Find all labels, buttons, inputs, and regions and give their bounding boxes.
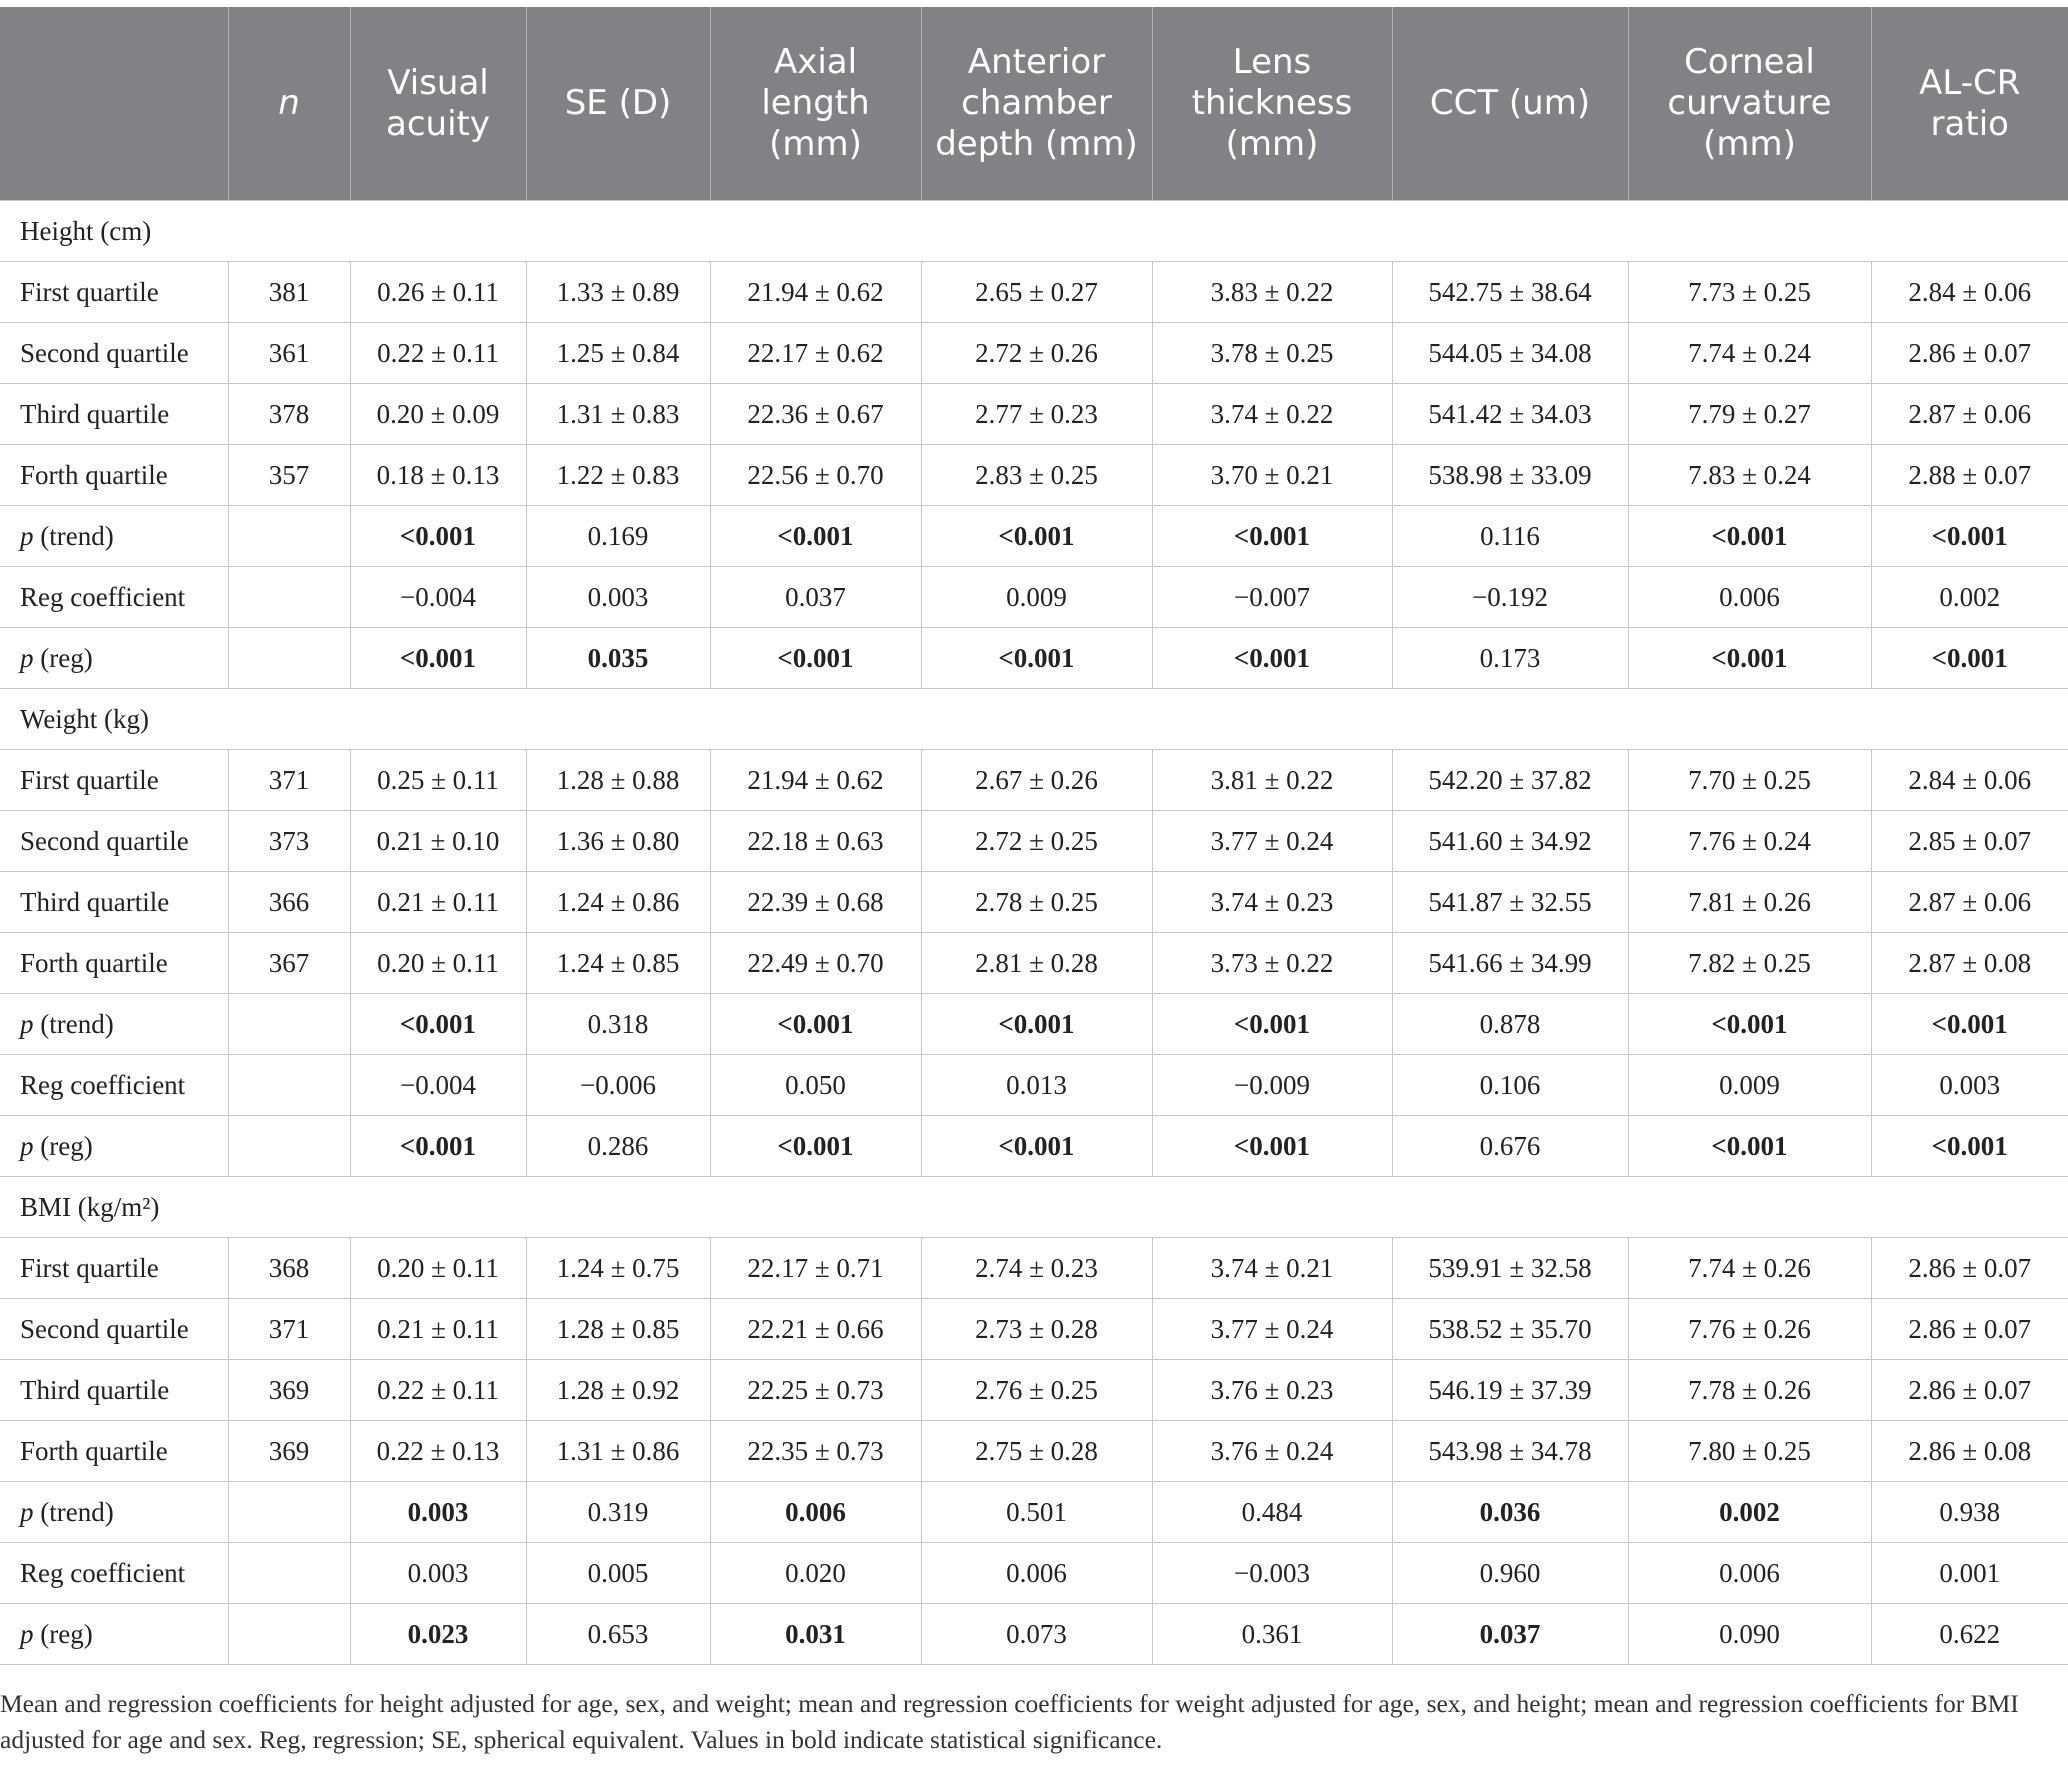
table-cell: 0.20 ± 0.11 [350, 933, 526, 994]
table-cell: <0.001 [921, 506, 1152, 567]
row-label: Reg coefficient [0, 1543, 228, 1604]
table-cell: −0.192 [1392, 567, 1628, 628]
row-label [0, 1116, 228, 1177]
table-cell: <0.001 [1871, 1116, 2068, 1177]
row-label-text: (trend) [33, 1496, 114, 1527]
table-cell: <0.001 [710, 628, 921, 689]
table-cell: <0.001 [1628, 628, 1871, 689]
table-cell: 541.42 ± 34.03 [1392, 384, 1628, 445]
table-cell: <0.001 [710, 506, 921, 567]
row-label: Third quartile [0, 1360, 228, 1421]
table-cell: 21.94 ± 0.62 [710, 750, 921, 811]
table-cell: 2.86 ± 0.07 [1871, 323, 2068, 384]
row-label: Third quartile [0, 872, 228, 933]
table-cell: 22.36 ± 0.67 [710, 384, 921, 445]
table-cell: <0.001 [921, 1116, 1152, 1177]
table-cell: 3.74 ± 0.22 [1152, 384, 1392, 445]
table-cell: 0.116 [1392, 506, 1628, 567]
table-cell: 0.002 [1628, 1482, 1871, 1543]
table-cell [228, 1482, 350, 1543]
row-label-text: (trend) [33, 520, 114, 551]
table-cell: 0.013 [921, 1055, 1152, 1116]
table-cell: 1.24 ± 0.86 [526, 872, 710, 933]
row-label-text: (reg) [33, 642, 93, 673]
table-row [0, 933, 2068, 994]
row-label: Forth quartile [0, 445, 228, 506]
table-cell: 366 [228, 872, 350, 933]
column-header: AL-CR ratio [1871, 7, 2068, 201]
row-label: Second quartile [0, 323, 228, 384]
table-cell: 0.938 [1871, 1482, 2068, 1543]
table-cell: <0.001 [710, 1116, 921, 1177]
table-cell: 3.77 ± 0.24 [1152, 1299, 1392, 1360]
table-cell: <0.001 [1152, 994, 1392, 1055]
table-cell: <0.001 [921, 628, 1152, 689]
table-cell: 0.005 [526, 1543, 710, 1604]
table-cell: 1.28 ± 0.88 [526, 750, 710, 811]
table-row [0, 750, 2068, 811]
section-title: Weight (kg) [0, 689, 2068, 750]
table-cell: 378 [228, 384, 350, 445]
table-cell: <0.001 [1152, 628, 1392, 689]
header-cell-blank [0, 7, 228, 201]
column-header: n [228, 7, 350, 201]
table-row [0, 1482, 2068, 1543]
table-cell: 2.85 ± 0.07 [1871, 811, 2068, 872]
section-title: BMI (kg/m²) [0, 1177, 2068, 1238]
table-cell: 2.87 ± 0.08 [1871, 933, 2068, 994]
table-row [0, 1604, 2068, 1665]
table-row [0, 1421, 2068, 1482]
table-cell: 22.39 ± 0.68 [710, 872, 921, 933]
table-cell: 0.18 ± 0.13 [350, 445, 526, 506]
table-cell: 0.020 [710, 1543, 921, 1604]
table-cell: 2.87 ± 0.06 [1871, 384, 2068, 445]
table-cell: 0.26 ± 0.11 [350, 262, 526, 323]
table-cell: 1.31 ± 0.83 [526, 384, 710, 445]
row-label: First quartile [0, 750, 228, 811]
table-cell: 542.75 ± 38.64 [1392, 262, 1628, 323]
table-cell: 0.031 [710, 1604, 921, 1665]
table-cell: 2.65 ± 0.27 [921, 262, 1152, 323]
table-row [0, 567, 2068, 628]
row-label: Second quartile [0, 811, 228, 872]
table-cell: 0.006 [1628, 1543, 1871, 1604]
table-cell: <0.001 [1152, 506, 1392, 567]
table-cell: 0.006 [710, 1482, 921, 1543]
row-label [0, 628, 228, 689]
table-cell: 0.050 [710, 1055, 921, 1116]
table-cell: 0.22 ± 0.11 [350, 1360, 526, 1421]
table-cell: <0.001 [1871, 506, 2068, 567]
table-cell: <0.001 [350, 506, 526, 567]
table-cell: <0.001 [350, 1116, 526, 1177]
table-cell: 371 [228, 1299, 350, 1360]
table-cell: 7.83 ± 0.24 [1628, 445, 1871, 506]
row-label: Reg coefficient [0, 1055, 228, 1116]
table-cell: 0.009 [1628, 1055, 1871, 1116]
table-cell: 0.023 [350, 1604, 526, 1665]
table-row [0, 1238, 2068, 1299]
table-cell: 0.090 [1628, 1604, 1871, 1665]
table-cell: 0.319 [526, 1482, 710, 1543]
table-cell: 2.86 ± 0.08 [1871, 1421, 2068, 1482]
table-cell: 0.009 [921, 567, 1152, 628]
table-cell: 2.67 ± 0.26 [921, 750, 1152, 811]
row-label-text: (trend) [33, 1008, 114, 1039]
table-cell: 0.22 ± 0.13 [350, 1421, 526, 1482]
table-cell: 22.18 ± 0.63 [710, 811, 921, 872]
table-cell: 373 [228, 811, 350, 872]
table-cell: −0.009 [1152, 1055, 1392, 1116]
table-cell: 2.86 ± 0.07 [1871, 1299, 2068, 1360]
table-row [0, 506, 2068, 567]
table-cell: 2.72 ± 0.25 [921, 811, 1152, 872]
table-cell: 0.006 [1628, 567, 1871, 628]
table-cell: 541.66 ± 34.99 [1392, 933, 1628, 994]
table-cell: 0.501 [921, 1482, 1152, 1543]
p-symbol: p [20, 1008, 34, 1039]
table-cell: 2.77 ± 0.23 [921, 384, 1152, 445]
table-cell [228, 1604, 350, 1665]
table-cell: 7.73 ± 0.25 [1628, 262, 1871, 323]
p-symbol: p [20, 642, 34, 673]
row-label: Reg coefficient [0, 567, 228, 628]
table-cell: 0.361 [1152, 1604, 1392, 1665]
section-row [0, 689, 2068, 750]
table-cell: 22.17 ± 0.62 [710, 323, 921, 384]
row-label [0, 506, 228, 567]
section-row [0, 1177, 2068, 1238]
table-cell: 3.76 ± 0.23 [1152, 1360, 1392, 1421]
table-cell: 2.84 ± 0.06 [1871, 750, 2068, 811]
table-cell: <0.001 [350, 628, 526, 689]
table-cell: <0.001 [710, 994, 921, 1055]
table-row [0, 1360, 2068, 1421]
table-row [0, 445, 2068, 506]
row-label [0, 1604, 228, 1665]
row-label: Second quartile [0, 1299, 228, 1360]
table-cell: −0.006 [526, 1055, 710, 1116]
column-header: Corneal curvature (mm) [1628, 7, 1871, 201]
table-cell: 0.22 ± 0.11 [350, 323, 526, 384]
table-cell: 2.76 ± 0.25 [921, 1360, 1152, 1421]
table-cell: 0.20 ± 0.11 [350, 1238, 526, 1299]
table-row [0, 811, 2068, 872]
p-symbol: p [20, 520, 34, 551]
table-cell: 0.037 [1392, 1604, 1628, 1665]
table-cell: <0.001 [1152, 1116, 1392, 1177]
table-cell: 0.286 [526, 1116, 710, 1177]
table-cell: 2.73 ± 0.28 [921, 1299, 1152, 1360]
table-row [0, 1543, 2068, 1604]
table-cell: <0.001 [1871, 994, 2068, 1055]
table-cell: −0.004 [350, 1055, 526, 1116]
table-cell: 7.81 ± 0.26 [1628, 872, 1871, 933]
table-cell: 1.28 ± 0.85 [526, 1299, 710, 1360]
section-row [0, 201, 2068, 262]
p-symbol: p [20, 1618, 34, 1649]
row-label: First quartile [0, 262, 228, 323]
column-header: CCT (um) [1392, 7, 1628, 201]
table-cell: 0.653 [526, 1604, 710, 1665]
table-cell: 1.33 ± 0.89 [526, 262, 710, 323]
table-cell: 0.003 [350, 1482, 526, 1543]
table-cell: <0.001 [1628, 994, 1871, 1055]
column-header: Visual acuity [350, 7, 526, 201]
table-cell: 3.83 ± 0.22 [1152, 262, 1392, 323]
table-cell: 361 [228, 323, 350, 384]
section-title: Height (cm) [0, 201, 2068, 262]
table-row [0, 628, 2068, 689]
column-header: Axial length (mm) [710, 7, 921, 201]
table-cell [228, 506, 350, 567]
table-cell: 0.003 [350, 1543, 526, 1604]
table-cell: 3.76 ± 0.24 [1152, 1421, 1392, 1482]
table-row [0, 1299, 2068, 1360]
table-cell: 1.22 ± 0.83 [526, 445, 710, 506]
table-cell: 0.878 [1392, 994, 1628, 1055]
table-cell: 7.80 ± 0.25 [1628, 1421, 1871, 1482]
table-cell [228, 1543, 350, 1604]
table-cell: 1.24 ± 0.75 [526, 1238, 710, 1299]
table-cell: 22.17 ± 0.71 [710, 1238, 921, 1299]
table-cell: 369 [228, 1421, 350, 1482]
table-cell: 7.82 ± 0.25 [1628, 933, 1871, 994]
header-row [0, 7, 2068, 201]
row-label-text: (reg) [33, 1618, 93, 1649]
table-cell: 0.676 [1392, 1116, 1628, 1177]
table-cell: 0.106 [1392, 1055, 1628, 1116]
table-cell: 7.78 ± 0.26 [1628, 1360, 1871, 1421]
table-cell: −0.004 [350, 567, 526, 628]
table-cell: 546.19 ± 37.39 [1392, 1360, 1628, 1421]
table-cell: 544.05 ± 34.08 [1392, 323, 1628, 384]
table-row [0, 872, 2068, 933]
table-cell: <0.001 [350, 994, 526, 1055]
table-cell: 0.21 ± 0.10 [350, 811, 526, 872]
row-label [0, 1482, 228, 1543]
row-label: Third quartile [0, 384, 228, 445]
table-row [0, 1116, 2068, 1177]
table-cell: <0.001 [921, 994, 1152, 1055]
table-cell: 22.56 ± 0.70 [710, 445, 921, 506]
table-cell: 7.76 ± 0.24 [1628, 811, 1871, 872]
table-cell: 541.87 ± 32.55 [1392, 872, 1628, 933]
table-cell: 21.94 ± 0.62 [710, 262, 921, 323]
row-label [0, 994, 228, 1055]
table-cell: <0.001 [1628, 506, 1871, 567]
table-cell: 7.79 ± 0.27 [1628, 384, 1871, 445]
table-cell: 539.91 ± 32.58 [1392, 1238, 1628, 1299]
table-cell: 0.173 [1392, 628, 1628, 689]
table-cell [228, 1116, 350, 1177]
table-cell: 1.24 ± 0.85 [526, 933, 710, 994]
row-label: First quartile [0, 1238, 228, 1299]
table-cell: 3.73 ± 0.22 [1152, 933, 1392, 994]
table-cell: 381 [228, 262, 350, 323]
table-cell: 367 [228, 933, 350, 994]
table-cell: 7.74 ± 0.24 [1628, 323, 1871, 384]
table-cell: 2.84 ± 0.06 [1871, 262, 2068, 323]
table-cell: 0.20 ± 0.09 [350, 384, 526, 445]
table-cell: 0.037 [710, 567, 921, 628]
table-cell: 0.25 ± 0.11 [350, 750, 526, 811]
table-cell: 2.78 ± 0.25 [921, 872, 1152, 933]
table-cell: 2.75 ± 0.28 [921, 1421, 1152, 1482]
column-header: Lens thickness (mm) [1152, 7, 1392, 201]
table-cell: 538.52 ± 35.70 [1392, 1299, 1628, 1360]
table-cell: 1.36 ± 0.80 [526, 811, 710, 872]
table-cell: 3.78 ± 0.25 [1152, 323, 1392, 384]
table-cell [228, 994, 350, 1055]
table-cell: 0.006 [921, 1543, 1152, 1604]
table-cell: 357 [228, 445, 350, 506]
table-cell: <0.001 [1628, 1116, 1871, 1177]
table-cell [228, 1055, 350, 1116]
table-cell: 2.86 ± 0.07 [1871, 1238, 2068, 1299]
table-cell [228, 567, 350, 628]
row-label: Forth quartile [0, 1421, 228, 1482]
table-cell [228, 628, 350, 689]
table-cell: 1.31 ± 0.86 [526, 1421, 710, 1482]
table-row [0, 384, 2068, 445]
table-cell: 369 [228, 1360, 350, 1421]
table-cell: 22.35 ± 0.73 [710, 1421, 921, 1482]
table-cell: 542.20 ± 37.82 [1392, 750, 1628, 811]
table-cell: 3.77 ± 0.24 [1152, 811, 1392, 872]
column-header: SE (D) [526, 7, 710, 201]
table-cell: 7.74 ± 0.26 [1628, 1238, 1871, 1299]
table-cell: 0.001 [1871, 1543, 2068, 1604]
table-row [0, 323, 2068, 384]
table-cell: 371 [228, 750, 350, 811]
table-cell: 2.83 ± 0.25 [921, 445, 1152, 506]
table-cell: 3.74 ± 0.23 [1152, 872, 1392, 933]
table-cell: 1.28 ± 0.92 [526, 1360, 710, 1421]
table-cell: 0.003 [1871, 1055, 2068, 1116]
table-cell: 2.86 ± 0.07 [1871, 1360, 2068, 1421]
table-cell: 22.25 ± 0.73 [710, 1360, 921, 1421]
table-cell: 541.60 ± 34.92 [1392, 811, 1628, 872]
row-label-text: (reg) [33, 1130, 93, 1161]
table-cell: 0.036 [1392, 1482, 1628, 1543]
table-row [0, 1055, 2068, 1116]
table-cell: −0.007 [1152, 567, 1392, 628]
table-cell: <0.001 [1871, 628, 2068, 689]
table-row [0, 262, 2068, 323]
table-cell: 22.21 ± 0.66 [710, 1299, 921, 1360]
table-body [0, 201, 2068, 1665]
table-cell: −0.003 [1152, 1543, 1392, 1604]
table-cell: 0.003 [526, 567, 710, 628]
table-cell: 3.70 ± 0.21 [1152, 445, 1392, 506]
table-cell: 538.98 ± 33.09 [1392, 445, 1628, 506]
table-footnote: Mean and regression coefficients for height adjusted for age, sex, and weight; mean and regression coefficients for weight adjusted for age, sex, and height; mean and regression coefficients for BMI adjusted for age and sex. Reg, regression; SE, spherical equivalent. Values in bold indicate statistical significance. [0, 1689, 2019, 1754]
table-cell: 0.21 ± 0.11 [350, 872, 526, 933]
table-cell: 22.49 ± 0.70 [710, 933, 921, 994]
results-table [0, 7, 2068, 1665]
table-cell: 0.960 [1392, 1543, 1628, 1604]
table-cell: 7.76 ± 0.26 [1628, 1299, 1871, 1360]
table-cell: 1.25 ± 0.84 [526, 323, 710, 384]
table-cell: 2.88 ± 0.07 [1871, 445, 2068, 506]
table-cell: 2.74 ± 0.23 [921, 1238, 1152, 1299]
table-cell: 2.72 ± 0.26 [921, 323, 1152, 384]
table-cell: 0.21 ± 0.11 [350, 1299, 526, 1360]
table-cell: 3.81 ± 0.22 [1152, 750, 1392, 811]
table-cell: 368 [228, 1238, 350, 1299]
table-cell: 2.87 ± 0.06 [1871, 872, 2068, 933]
column-header: Anterior chamber depth (mm) [921, 7, 1152, 201]
table-cell: 0.484 [1152, 1482, 1392, 1543]
table-header [0, 7, 2068, 201]
row-label: Forth quartile [0, 933, 228, 994]
table-cell: 0.169 [526, 506, 710, 567]
table-cell: 0.318 [526, 994, 710, 1055]
table-row [0, 994, 2068, 1055]
table-cell: 0.073 [921, 1604, 1152, 1665]
p-symbol: p [20, 1130, 34, 1161]
p-symbol: p [20, 1496, 34, 1527]
table-cell: 7.70 ± 0.25 [1628, 750, 1871, 811]
table-cell: 3.74 ± 0.21 [1152, 1238, 1392, 1299]
table-cell: 0.622 [1871, 1604, 2068, 1665]
table-cell: 0.002 [1871, 567, 2068, 628]
table-cell: 0.035 [526, 628, 710, 689]
table-cell: 2.81 ± 0.28 [921, 933, 1152, 994]
table-cell: 543.98 ± 34.78 [1392, 1421, 1628, 1482]
